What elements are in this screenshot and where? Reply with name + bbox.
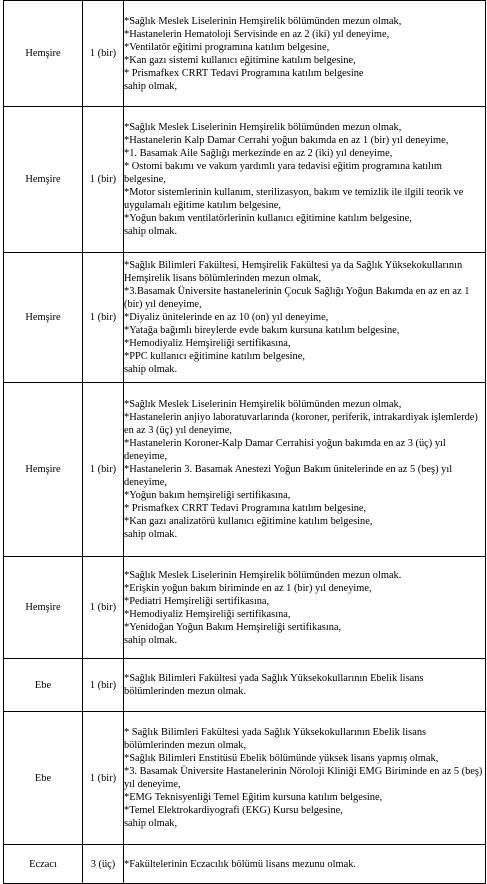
requirement-line: *Pediatri Hemşireliği sertifikasına, (124, 595, 270, 607)
position-cell: Ebe (4, 659, 83, 712)
requirements-cell (124, 557, 486, 659)
requirement-line: *Hemodiyaliz Hemşireliği sertifikasına, (124, 338, 291, 349)
requirements-cell (124, 1, 486, 107)
requirement-line: *Kan gazı analizatörü kullanıcı eğitimine katılım belgesine, (124, 516, 373, 527)
requirement-line: sahip olmak. (124, 226, 178, 237)
requirement-line: *Yoğun bakım hemşireliği sertifikasına, (124, 490, 291, 501)
position-cell: Hemşire (4, 253, 83, 383)
count-cell: 1 (bir) (83, 1, 124, 107)
requirement-line: * Prismafkex CRRT Tedavi Programına katılım belgesine, (124, 503, 367, 514)
requirement-line: *Fakültelerinin Eczacılık bölümü lisans mezunu olmak. (124, 858, 357, 870)
requirement-line: *Hastanelerin Koroner-Kalp Damar Cerrahisi yoğun bakımda en az 3 (üç) yıl deneyime, (124, 438, 446, 462)
requirement-line: *PPC kullanıcı eğitimine katılım belgesine, (124, 351, 305, 362)
requirement-line: *EMG Teknisyenliği Temel Eğitim kursuna katılım belgesine, (124, 792, 383, 803)
requirement-line: * Sağlık Bilimleri Fakültesi yada Sağlık Yüksekokullarının Ebelik lisans bölümlerinden mezun olmak, (124, 727, 427, 751)
count-cell: 1 (bir) (83, 383, 124, 557)
count-cell: 1 (bir) (83, 107, 124, 253)
requirement-line: *Sağlık Meslek Liselerinin Hemşirelik bölümünden mezun olmak, (124, 15, 402, 27)
requirement-line: *Sağlık Meslek Liselerinin Hemşirelik bölümünden mezun olmak, (124, 399, 402, 410)
requirement-line: *Sağlık Bilimleri Enstitüsü Ebelik bölümünde yüksek lisans yapmış olmak, (124, 753, 439, 764)
count-cell: 1 (bir) (83, 557, 124, 659)
table-row (4, 557, 486, 659)
requirement-line: sahip olmak, (124, 818, 178, 829)
staff-requirements-table (3, 0, 486, 884)
requirement-line: *Yatağa bağımlı bireylerde evde bakım kursuna katılım belgesine, (124, 325, 400, 336)
requirement-line: sahip olmak, (124, 80, 178, 92)
table-row (4, 1, 486, 107)
count-cell: 1 (bir) (83, 659, 124, 712)
table-row (4, 845, 486, 884)
count-cell: 1 (bir) (83, 253, 124, 383)
requirement-line: *Hastanelerin Hematoloji Servisinde en az 2 (iki) yıl deneyime, (124, 28, 390, 40)
requirements-cell (124, 845, 486, 884)
position-cell: Hemşire (4, 107, 83, 253)
requirement-line: *Diyaliz ünitelerinde en az 10 (on) yıl deneyime, (124, 312, 329, 323)
requirements-cell (124, 253, 486, 383)
requirements-cell (124, 383, 486, 557)
position-cell: Hemşire (4, 383, 83, 557)
requirement-line: sahip olmak. (124, 529, 178, 540)
position-cell: Hemşire (4, 557, 83, 659)
table-row (4, 107, 486, 253)
count-cell: 1 (bir) (83, 712, 124, 845)
requirement-line: *Hastanelerin anjiyo laboratuvarlarında (koroner, periferik, intrakardiyak işlemlerde) en az 3 (üç) yıl deneyime, (124, 412, 478, 436)
requirement-line: *Sağlık Meslek Liselerinin Hemşirelik bölümünden mezun olmak, (124, 122, 402, 133)
requirement-line: sahip olmak. (124, 364, 178, 375)
requirement-line: *3. Basamak Üniversite Hastanelerinin Nöroloji Kliniği EMG Biriminde en az 5 (beş) yıl deneyime, (124, 766, 483, 790)
requirement-line: *Hastanelerin Kalp Damar Cerrahi yoğun bakımda en az 1 (bir) yıl deneyime, (124, 135, 449, 146)
requirement-line: *3.Basamak Üniversite hastanelerinin Çocuk Sağlığı Yoğun Bakımda en az en az 1 (bir) yıl deneyime, (124, 286, 470, 310)
requirement-line: *Kan gazı sistemi kullanıcı eğitimine katılım belgesine, (124, 54, 356, 66)
requirement-line: *Motor sistemlerinin kullanım, sterilizasyon, bakım ve temizlik ile ilgili teorik ve uygulamalı eğitime katılım belgesine, (124, 187, 464, 211)
requirement-line: *Hemodiyaliz Hemşireliği sertifikasına, (124, 608, 291, 620)
requirement-line: *Erişkin yoğun bakım biriminde en az 1 (bir) yıl deneyime, (124, 582, 372, 594)
count-cell: 3 (üç) (83, 845, 124, 884)
requirements-cell (124, 659, 486, 712)
requirement-line: *Sağlık Bilimleri Fakültesi yada Sağlık Yüksekokullarının Ebelik lisans bölümlerinden mezun olmak. (124, 673, 424, 697)
requirement-line: *Hastanelerin 3. Basamak Anestezi Yoğun Bakım ünitelerinde en az 5 (beş) yıl deneyime, (124, 464, 453, 488)
document-page (3, 0, 482, 883)
requirement-line: * Ostomi bakımı ve vakum yardımlı yara tedavisi eğitim programına katılım belgesine, (124, 161, 443, 185)
table-row (4, 659, 486, 712)
requirement-line: *Ventilatör eğitimi programına katılım belgesine, (124, 41, 330, 53)
table-row (4, 253, 486, 383)
requirement-line: sahip olmak. (124, 634, 178, 646)
requirement-line: *Yenidoğan Yoğun Bakım Hemşireliği sertifikasına, (124, 621, 342, 633)
position-cell: Eczacı (4, 845, 83, 884)
requirement-line: *Sağlık Meslek Liselerinin Hemşirelik bölümünden mezun olmak. (124, 569, 402, 581)
table-row (4, 383, 486, 557)
position-cell: Hemşire (4, 1, 83, 107)
requirement-line: *Yoğun bakım ventilatörlerinin kullanıcı eğitimine katılım belgesine, (124, 213, 412, 224)
table-row (4, 712, 486, 845)
requirement-line: *Sağlık Bilimleri Fakültesi, Hemşirelik Fakültesi ya da Sağlık Yüksekokullarının Hemşirelik lisans bölümlerinden mezun olmak, (124, 260, 463, 284)
requirement-line: *Temel Elektrokardiyografi (EKG) Kursu belgesine, (124, 805, 343, 816)
requirement-line: * Prismafkex CRRT Tedavi Programına katılım belgesine (124, 67, 364, 79)
requirement-line: *1. Basamak Aile Sağlığı merkezinde en az 2 (iki) yıl deneyime, (124, 148, 393, 159)
requirements-cell (124, 712, 486, 845)
requirements-cell (124, 107, 486, 253)
position-cell: Ebe (4, 712, 83, 845)
